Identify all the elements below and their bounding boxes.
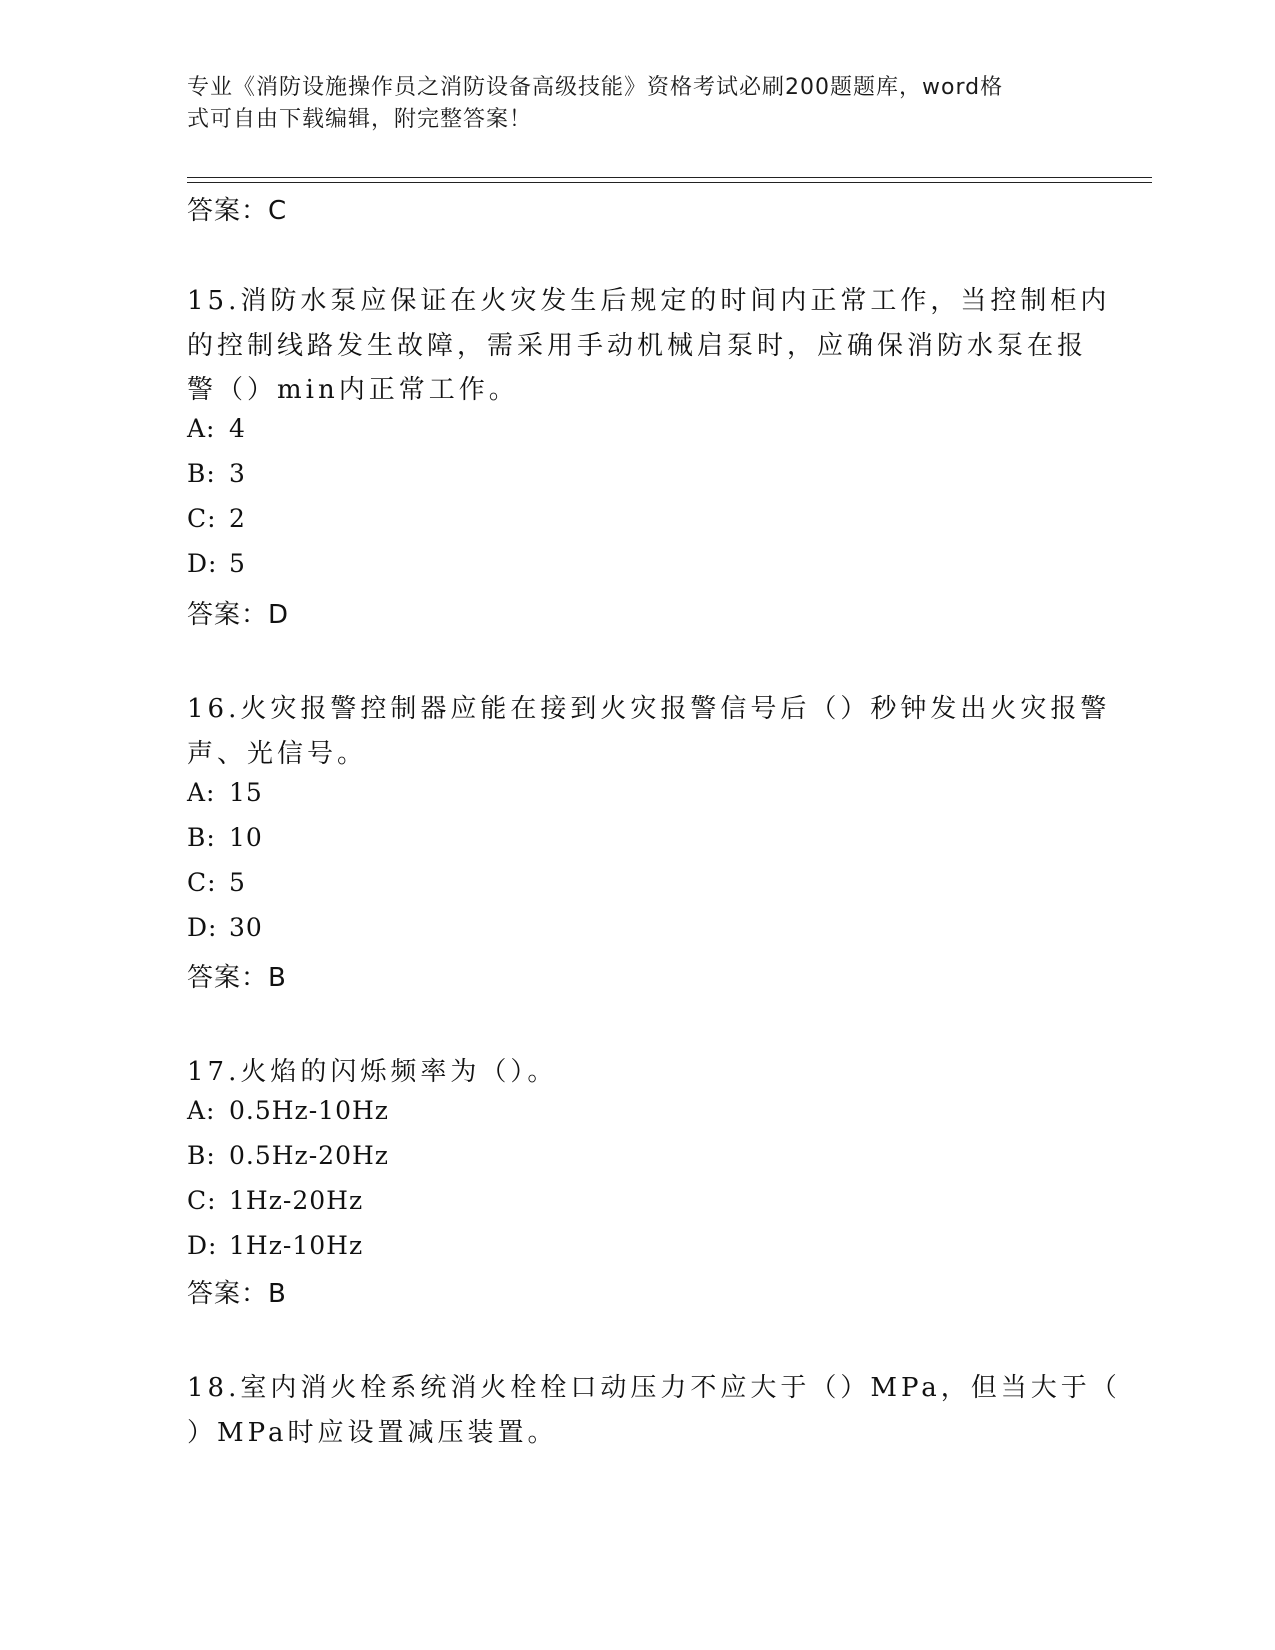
option-value: 10	[229, 823, 263, 852]
option-c	[187, 1186, 363, 1215]
option-key: D:	[187, 549, 218, 578]
option-key: A:	[187, 414, 216, 443]
option-b	[187, 459, 246, 488]
option-value: 2	[229, 504, 246, 533]
option-key: D:	[187, 913, 218, 942]
option-key: B:	[187, 1141, 216, 1170]
question-text-line: 警（）min内正常工作。	[187, 375, 519, 405]
option-value: 1Hz-10Hz	[229, 1231, 364, 1260]
option-key: C:	[187, 1186, 217, 1215]
option-key: C:	[187, 868, 217, 897]
header-line-1: 专业《消防设施操作员之消防设备高级技能》资格考试必刷200题题库，word格	[187, 75, 1004, 100]
option-key: A:	[187, 778, 216, 807]
option-c	[187, 868, 246, 897]
question-text-line: 15.消防水泵应保证在火灾发生后规定的时间内正常工作，当控制柜内	[187, 286, 1111, 316]
option-b	[187, 823, 263, 852]
option-key: C:	[187, 504, 217, 533]
option-a	[187, 414, 246, 443]
question-text-line: 17.火焰的闪烁频率为（）。	[187, 1057, 558, 1087]
answer-line: 答案：B	[187, 1279, 287, 1309]
option-value: 1Hz-20Hz	[229, 1186, 364, 1215]
document-header	[187, 72, 1067, 136]
question-text-line: ）MPa时应设置减压装置。	[187, 1418, 558, 1448]
option-c	[187, 504, 246, 533]
option-key: B:	[187, 459, 216, 488]
option-key: A:	[187, 1096, 216, 1125]
answer-line: 答案：D	[187, 600, 290, 630]
question-text-line: 18.室内消火栓系统消火栓栓口动压力不应大于（）MPa，但当大于（	[187, 1373, 1121, 1403]
option-value: 4	[229, 414, 246, 443]
option-value: 30	[229, 913, 263, 942]
option-key: B:	[187, 823, 216, 852]
answer-line: 答案：B	[187, 963, 287, 993]
option-a	[187, 778, 263, 807]
question-text-line: 声、光信号。	[187, 739, 368, 769]
option-value: 15	[229, 778, 263, 807]
header-divider-thick	[187, 182, 1152, 183]
option-value: 5	[229, 868, 246, 897]
option-value: 0.5Hz-10Hz	[229, 1096, 389, 1125]
header-line-2: 式可自由下载编辑，附完整答案！	[187, 107, 533, 132]
option-d	[187, 549, 246, 578]
option-value: 0.5Hz-20Hz	[229, 1141, 389, 1170]
option-key: D:	[187, 1231, 218, 1260]
question-text-line: 16.火灾报警控制器应能在接到火灾报警信号后（）秒钟发出火灾报警	[187, 694, 1111, 724]
header-divider	[187, 177, 1152, 178]
question-text-line: 的控制线路发生故障，需采用手动机械启泵时，应确保消防水泵在报	[187, 331, 1088, 361]
option-a	[187, 1096, 389, 1125]
answer-line: 答案：C	[187, 196, 288, 226]
option-value: 3	[229, 459, 246, 488]
option-d	[187, 1231, 363, 1260]
option-value: 5	[229, 549, 246, 578]
option-b	[187, 1141, 389, 1170]
option-d	[187, 913, 263, 942]
